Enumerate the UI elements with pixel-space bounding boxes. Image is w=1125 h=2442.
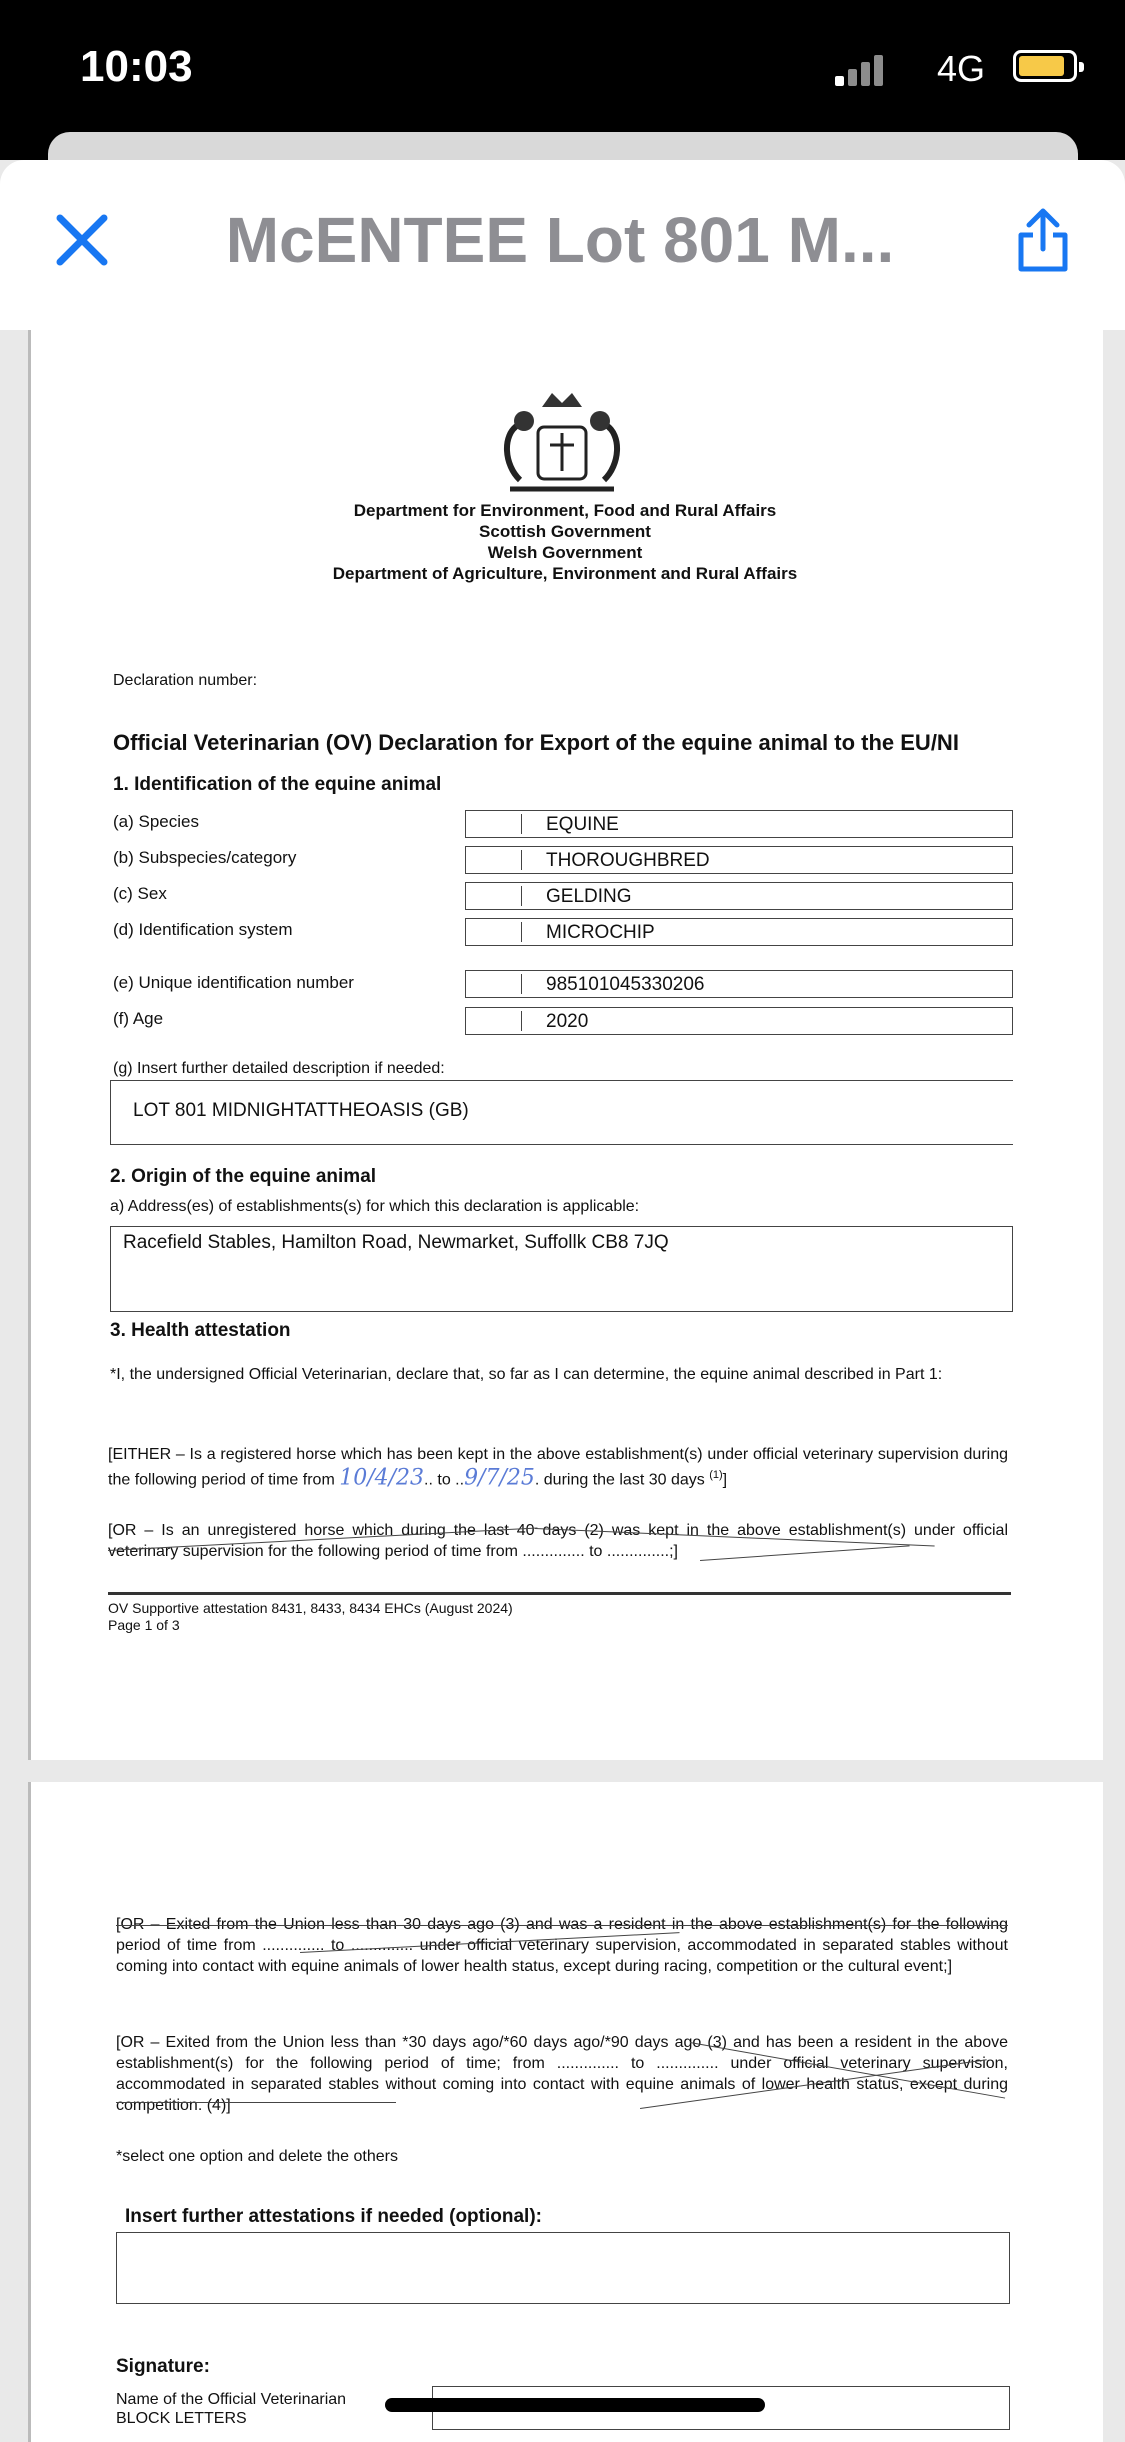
unique-id-field: 985101045330206 [465, 970, 1013, 998]
field-label: (a) Species [113, 812, 199, 831]
divider [110, 1144, 1013, 1145]
signal-icon [835, 52, 885, 86]
either-option: [EITHER – Is a registered horse which has been kept in the above establishment(s) under official veterinary supervision during the following period of time from 10/4/23.. to ..9/7/25. during the last 30 days $^{(1)}$] [108, 1446, 1008, 1491]
ov-name-label: Name of the Official Veterinarian BLOCK LETTERS [116, 2391, 347, 2427]
select-option-note: *select one option and delete the others [116, 2148, 398, 2165]
close-icon[interactable] [52, 210, 112, 270]
divider [110, 1080, 1013, 1081]
declaration-number-label: Declaration number: [113, 672, 258, 689]
declaration-title: Official Veterinarian (OV) Declaration for Export of the equine animal to the EU/NI [113, 730, 959, 755]
further-description-label: (g) Insert further detailed description if needed: [113, 1060, 445, 1077]
home-indicator[interactable] [385, 2398, 765, 2412]
declaration-statement: *I, the undersigned Official Veterinarian, declare that, so far as I can determine, the equine animal described in Part 1: [110, 1366, 943, 1383]
strike-line [116, 2102, 396, 2103]
or-unregistered-option: [OR – Is an unregistered horse which during the last 40 days (2) was kept in the above establishment(s) under official veterinary supervision for the following period of time from .............. to ..............;] [108, 1522, 1008, 1560]
subspecies-field: THOROUGHBRED [465, 846, 1013, 874]
section-1-title: 1. Identification of the equine animal [113, 774, 442, 795]
handwritten-from-date: 10/4/23 [339, 1465, 425, 1491]
section-3-title: 3. Health attestation [110, 1320, 291, 1341]
network-type: 4G [936, 48, 985, 89]
identification-system-field: MICROCHIP [465, 918, 1013, 946]
or-exited-30-days-option: [OR – Exited from the Union less than 30 days ago (3) and was a resident in the above establishment(s) for the following period of time from .............. to .............. under official veterinary supervision, accommodated in separated stables without coming into contact with equine animals of lower health status, except during racing, competition or the cultural event;] [116, 1916, 1008, 1975]
field-label: (f) Age [113, 1009, 164, 1028]
signature-label: Signature: [116, 2356, 210, 2377]
department-line-4: Department of Agriculture, Environment and Rural Affairs [332, 564, 798, 583]
document-title: McENTEE Lot 801 M... [225, 204, 895, 276]
field-label: (c) Sex [113, 884, 167, 903]
further-attestations-box [116, 2232, 1010, 2304]
divider [110, 1080, 111, 1144]
handwritten-to-date: 9/7/25 [464, 1465, 535, 1491]
strike-line [116, 1925, 1008, 1926]
department-line-1: Department for Environment, Food and Rural Affairs [353, 501, 777, 520]
department-line-3: Welsh Government [487, 543, 643, 562]
age-field: 2020 [465, 1007, 1013, 1035]
share-icon[interactable] [1013, 205, 1073, 275]
department-line-2: Scottish Government [479, 522, 651, 541]
address-value: Racefield Stables, Hamilton Road, Newmarket, Suffollk CB8 7JQ [123, 1232, 669, 1253]
field-label: (d) Identification system [113, 920, 293, 939]
field-label: (e) Unique identification number [113, 973, 354, 992]
field-label: (b) Subspecies/category [113, 848, 297, 867]
further-description-value: LOT 801 MIDNIGHTATTHEOASIS (GB) [133, 1100, 469, 1121]
species-field: EQUINE [465, 810, 1013, 838]
page-footer: OV Supportive attestation 8431, 8433, 8434 EHCs (August 2024) Page 1 of 3 [108, 1600, 513, 1633]
or-exited-union-option: [OR – Exited from the Union less than *30 days ago/*60 days ago/*90 days ago (3) and has been a resident in the above establishment(s) for the following period of time; from .............. to .............. under official veterinary supervision, accommodated in separated stables without coming into contact with equine animals of lower health status, except during competition. (4)] [116, 2034, 1008, 2114]
section-2-subtitle: a) Address(es) of establishments(s) for which this declaration is applicable: [110, 1198, 640, 1215]
further-attestations-label: Insert further attestations if needed (optional): [125, 2206, 542, 2227]
sex-field: GELDING [465, 882, 1013, 910]
section-2-title: 2. Origin of the equine animal [110, 1166, 377, 1187]
footer-rule [108, 1592, 1011, 1595]
royal-crest-logo [490, 385, 635, 500]
battery-icon [1013, 50, 1077, 82]
status-time: 10:03 [80, 42, 193, 91]
